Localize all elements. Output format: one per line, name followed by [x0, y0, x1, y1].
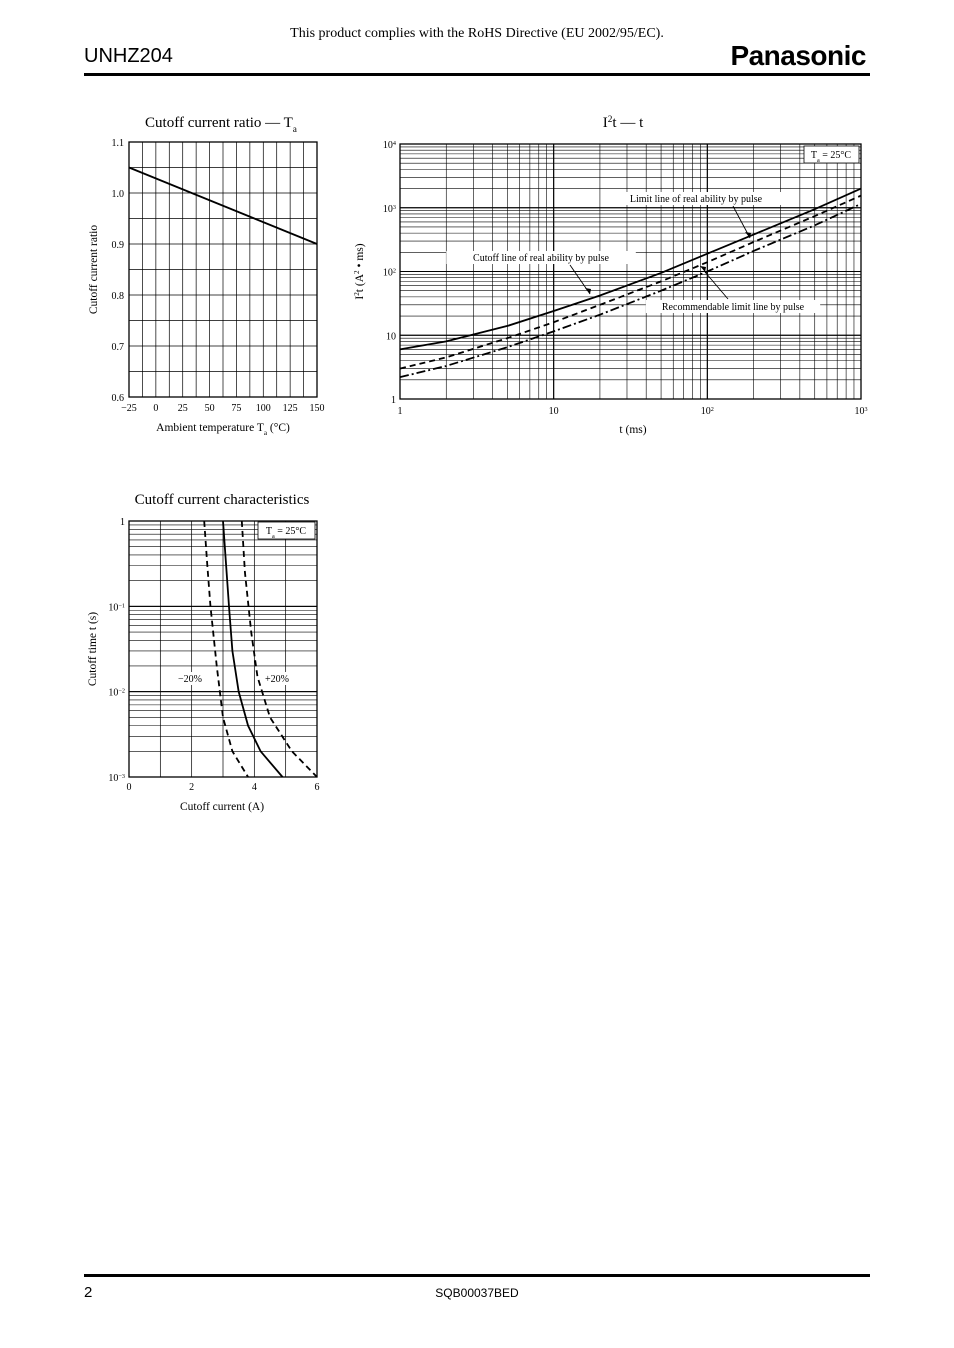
series-line: [242, 521, 317, 777]
x-tick-label: 25: [177, 403, 188, 414]
y-tick-label: 1.1: [111, 138, 124, 149]
x-tick-label: 6: [314, 782, 320, 793]
x-tick-label: 150: [309, 403, 325, 414]
chart-title: Cutoff current ratio — $T_a$: [145, 115, 297, 135]
x-axis-label: Ambient temperature $T_a$ (°C): [156, 422, 290, 437]
brand-logo: Panasonic: [730, 40, 866, 71]
y-tick-label: 0.7: [111, 342, 124, 353]
x-axis-label: t (ms): [619, 424, 647, 436]
page-number: 2: [84, 1284, 93, 1301]
x-tick-label: $10^2$: [700, 405, 714, 417]
y-tick-label: 0.8: [111, 291, 124, 302]
chart-title: $I^2t$ — t: [602, 115, 644, 131]
chart-title: Cutoff current characteristics: [134, 492, 310, 508]
y-tick-label: 0.9: [111, 240, 124, 251]
x-tick-label: 125: [282, 403, 298, 414]
y-axis-label: $I^2t$ ($A^2$ • ms): [353, 243, 366, 300]
x-tick-label: 0: [153, 403, 159, 414]
y-tick-label: $10^{-2}$: [108, 687, 125, 699]
y-tick-label: $10^{-1}$: [108, 601, 125, 614]
x-tick-label: 1: [397, 406, 403, 417]
x-tick-label: 0: [126, 782, 132, 793]
x-tick-label: 50: [204, 403, 215, 414]
y-tick-label: 1.0: [111, 189, 124, 200]
condition-label: $T_a = 25^\circ C$: [810, 150, 852, 164]
part-number: UNHZ204: [84, 45, 173, 67]
annotation-label: Recommendable limit line by pulse: [661, 302, 805, 313]
y-axis-label: Cutoff time t (s): [87, 611, 99, 687]
condition-label: $T_a = 25^\circ C$: [265, 526, 307, 540]
doc-code: SQB00037BED: [435, 1286, 519, 1300]
y-tick-label: $10^2$: [382, 267, 396, 279]
annotation-arrowhead: [585, 288, 591, 294]
x-tick-label: −25: [121, 403, 137, 414]
x-axis-label: Cutoff current (A): [179, 801, 265, 813]
y-axis-label: Cutoff current ratio: [88, 224, 100, 315]
x-tick-label: 10: [548, 406, 559, 417]
series-line: [400, 196, 861, 369]
y-tick-label: 1: [391, 395, 396, 406]
y-tick-label: 10: [386, 331, 396, 343]
series-line: [223, 521, 283, 777]
annotation-label: +20%: [265, 674, 289, 685]
footer-rule: [84, 1274, 870, 1277]
y-tick-label: 1: [120, 517, 125, 528]
annotation-label: Cutoff line of real ability by pulse: [473, 253, 609, 264]
x-tick-label: 100: [255, 403, 271, 414]
annotation-label: Limit line of real ability by pulse: [629, 194, 763, 205]
chart-cutoff-characteristics: [87, 492, 320, 813]
x-tick-label: $10^3$: [854, 405, 868, 417]
series-line: [400, 189, 861, 350]
chart-i2t: [353, 115, 868, 436]
x-tick-label: 4: [251, 782, 257, 793]
y-tick-label: 0.6: [111, 393, 124, 404]
y-tick-label: $10^3$: [382, 203, 396, 215]
y-tick-label: $10^{-3}$: [108, 772, 125, 784]
x-tick-label: 2: [189, 782, 195, 793]
rohs-notice: This product complies with the RoHS Directive (EU 2002/95/EC).: [290, 26, 664, 41]
x-tick-label: 75: [231, 403, 242, 414]
chart-cutoff-ratio: [88, 115, 325, 437]
annotation-label: −20%: [178, 674, 202, 685]
y-tick-label: $10^4$: [382, 139, 396, 151]
